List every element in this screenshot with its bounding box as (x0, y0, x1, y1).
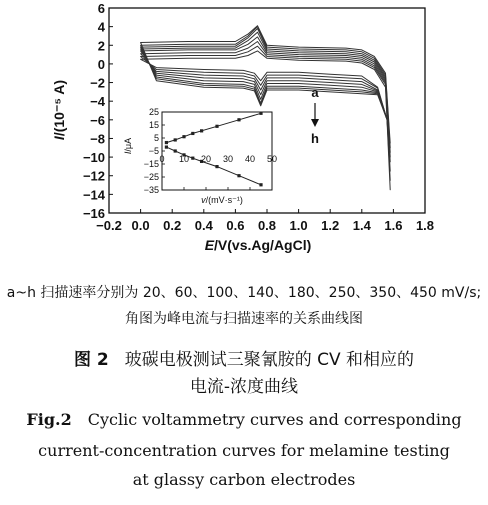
main-y-tick-label: 2 (97, 38, 105, 54)
inset-x-tick-label: 10 (178, 154, 190, 164)
main-y-tick-label: −14 (82, 187, 105, 203)
inset-x-tick-label: 0 (159, 154, 165, 164)
main-y-tick-label: −12 (82, 168, 105, 184)
main-y-tick-label: −6 (90, 112, 105, 128)
inset-data-point (174, 138, 177, 141)
inset-y-tick-label: 15 (148, 120, 159, 130)
inset-data-point (215, 125, 218, 128)
inset-chart (123, 107, 277, 205)
inset-data-point (215, 165, 218, 168)
caption-cn-title-2: 电流-浓度曲线 (189, 377, 299, 397)
caption-en-title (0, 410, 488, 429)
inset-data-point (259, 183, 262, 186)
inset-data-point (165, 141, 168, 144)
main-x-tick-label: 1.4 (352, 218, 371, 233)
inset-x-axis-label: v/(mV·s⁻¹) (201, 195, 243, 205)
inset-data-point (259, 112, 262, 115)
main-y-tick-label: −4 (90, 94, 105, 110)
main-y-tick-label: 4 (97, 19, 105, 35)
caption-en-figure-number: Fig.2 (26, 410, 72, 429)
caption-en-title-1: Cyclic voltammetry curves and corresponding (87, 410, 462, 429)
inset-data-point (191, 132, 194, 135)
inset-y-tick-label: −5 (148, 146, 159, 156)
inset-data-point (191, 157, 194, 160)
main-x-tick-label: 1.2 (321, 218, 340, 233)
caption-note-line-2: 角图为峰电流与扫描速率的关系曲线图 (125, 311, 363, 327)
main-x-tick-label: 1.0 (289, 218, 308, 233)
inset-y-tick-label: −15 (143, 159, 159, 169)
main-y-tick-label: 0 (97, 56, 105, 72)
main-x-tick-label: 0.2 (163, 218, 182, 233)
curve-label-h: h (311, 131, 319, 146)
inset-data-point (237, 174, 240, 177)
inset-data-point (174, 149, 177, 152)
main-x-tick-label: 1.8 (415, 218, 435, 233)
main-y-tick-label: −8 (90, 131, 105, 147)
inset-data-point (165, 146, 168, 149)
inset-x-tick-label: 40 (244, 154, 256, 164)
main-y-tick-label: −16 (82, 206, 105, 221)
main-x-tick-label: 0.4 (194, 218, 213, 233)
main-x-axis-label: E/V(vs.Ag/AgCl) (204, 237, 312, 253)
caption-en-title-3: at glassy carbon electrodes (132, 470, 356, 489)
main-x-tick-label: 0.6 (226, 218, 245, 233)
main-y-tick-label: −10 (82, 150, 105, 166)
caption-cn-title-1: 玻碳电极测试三聚氰胺的 CV 和相应的 (124, 350, 415, 370)
inset-data-point (182, 135, 185, 138)
caption-cn-figure-number: 图 2 (73, 350, 109, 370)
inset-x-tick-label: 50 (266, 154, 278, 164)
main-y-tick-label: −2 (90, 75, 105, 91)
inset-x-tick-label: 20 (200, 154, 212, 164)
main-x-tick-label: 0.8 (257, 218, 277, 233)
caption-note-line-1: a~h 扫描速率分别为 20、60、100、140、180、250、350、450 mV/s; (6, 285, 482, 301)
inset-data-point (200, 129, 203, 132)
main-x-tick-label: −0.2 (96, 218, 122, 233)
main-y-tick-label: 6 (97, 1, 105, 16)
curve-label-a: a (311, 85, 319, 100)
inset-y-tick-label: 25 (148, 107, 159, 117)
main-y-axis-label: I/(10⁻⁵ A) (51, 79, 67, 141)
main-x-tick-label: 1.6 (384, 218, 403, 233)
inset-y-tick-label: −35 (143, 185, 159, 195)
inset-y-tick-label: −25 (143, 172, 159, 182)
inset-y-axis-label: I/μA (123, 137, 133, 155)
main-x-tick-label: 0.0 (131, 218, 150, 233)
caption-cn-title (0, 345, 488, 370)
inset-y-tick-label: 5 (153, 133, 159, 143)
inset-x-tick-label: 30 (222, 154, 234, 164)
caption-en-title-2: current-concentration curves for melamine testing (38, 441, 450, 460)
arrow-head-icon (311, 119, 319, 127)
inset-data-point (237, 118, 240, 121)
inset-plot-frame (162, 112, 272, 190)
